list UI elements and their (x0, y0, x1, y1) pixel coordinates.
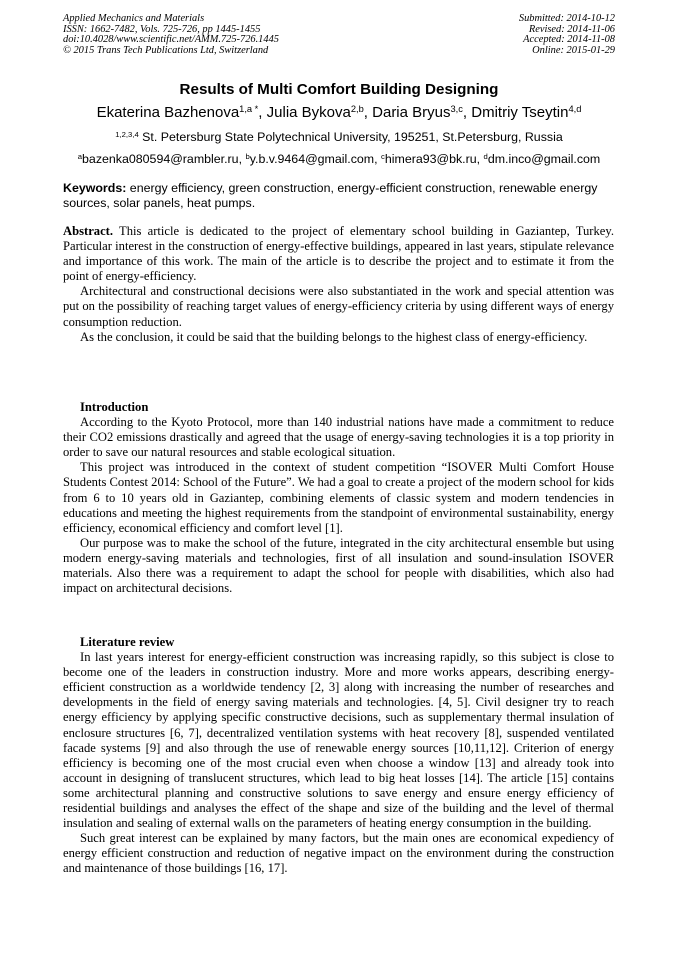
email-sep: , (476, 152, 484, 166)
author-sup: 3,c (450, 103, 463, 114)
abstract-section (63, 224, 614, 345)
author-sup: 2,b (350, 103, 364, 114)
email-sep: , (238, 152, 246, 166)
online-date: Online: 2015-01-29 (532, 44, 615, 56)
abstract-text: This article is dedicated to the project of elementary school building in Gaziantep, Turkey. Particular interest in the construction of energy-effective buildings, appeared in last years, stipulate relevance and importance of this work. The main of the article is to describe the project and to estimate it from the point of energy-efficiency. (63, 224, 614, 284)
abstract-paragraph (63, 224, 614, 284)
journal-header-left (63, 14, 279, 56)
email-sup: c (381, 151, 385, 161)
email-address[interactable]: y.b.v.9464@gmail.com (249, 152, 375, 166)
keywords-label: Keywords: (63, 181, 127, 195)
body-paragraph: Our purpose was to make the school of the future, integrated in the city architectural ensemble but using modern energy-saving materials and technologies, first of all insulation and sound-insulation ISOVER materials. Also there was a requirement to adapt the school for people with disabilities, which also had impact on architectural decisions. (63, 535, 614, 596)
email-list (0, 152, 678, 166)
journal-name: Applied Mechanics and Materials (63, 13, 205, 24)
author-name: Dmitriy Tseytin (471, 104, 569, 121)
revised-date: Revised: 2014-11-06 (528, 23, 615, 35)
doi-line: doi:10.4028/www.scientific.net/AMM.725-726.1445 (63, 34, 279, 46)
keywords-text: energy efficiency, green construction, energy-efficient construction, renewable energy sources, solar panels, heat pumps. (63, 181, 598, 210)
author-name: Daria Bryus (372, 104, 451, 121)
email-address[interactable]: dm.inco@gmail.com (487, 152, 601, 166)
email-sup: a (77, 151, 83, 161)
section-heading: Literature review (80, 635, 175, 649)
affiliation-text: St. Petersburg State Polytechnical University, 195251, St.Petersburg, Russia (138, 130, 563, 144)
author-sep: , (462, 104, 472, 121)
email-address[interactable]: bazenka080594@rambler.ru (82, 152, 239, 166)
author-list (0, 104, 678, 121)
author-sup: 1,a * (239, 103, 259, 114)
author-name: Julia Bykova (266, 104, 351, 121)
copyright-line: © 2015 Trans Tech Publications Ltd, Switzerland (63, 44, 269, 56)
email-address[interactable]: himera93@bk.ru (384, 152, 477, 166)
issn-line: ISSN: 1662-7482, Vols. 725-726, pp 1445-1455 (63, 23, 261, 35)
author-sep: , (258, 104, 267, 121)
introduction-section (63, 400, 614, 596)
abstract-label: Abstract. (63, 224, 114, 238)
email-sep: , (374, 152, 382, 166)
author-name: Ekaterina Bazhenova (96, 104, 240, 121)
affiliation-sup: 1,2,3,4 (115, 129, 139, 139)
body-paragraph: In last years interest for energy-efficient construction was increasing rapidly, so this subject is close to become one of the leaders in construction industry. More and more works appears, describing energy-efficient construction as a worldwide tendency [2, 3] along with increasing the number of researches and developments in the field of energy saving materials and technologies. [4, 5]. Civil designer try to reach energy efficiency by applying specific constructive decisions, such as supplementary thermal insulation of enclosure structures [6, 7], decentralized ventilation systems with heat recovery [8], suspended ventilated facade systems [9] and also through the use of renewable energy sources [10,11,12]. Criterion of energy efficiency is becoming one of the most crucial even when choose a window [13] and already took into account in designing of translucent structures, which lead to big heat losses [14]. The article [15] contains some architectural planning and constructive solutions to save energy and ensure energy efficiency of residential buildings and analyses the effect of the shape and size of the building and the level of thermal insulation and sealing of external walls on the parameters of heating energy consumption in the building. (63, 650, 614, 831)
body-paragraph: This project was introduced in the context of student competition “ISOVER Multi Comfort House Students Contest 2014: School of the Future”. We had a goal to create a project of the modern school for kids from 6 to 10 years old in Gaziantep, combining elements of classic system and modern tendencies in educations and meeting the highest requirements from the standpoint of environmental sustainability, energy efficiency, economical efficiency and comfort level [1]. (63, 460, 615, 535)
keywords (63, 181, 614, 211)
submitted-date: Submitted: 2014-10-12 (518, 13, 615, 24)
email-sup: b (245, 151, 250, 161)
paper-title: Results of Multi Comfort Building Designing (179, 81, 499, 98)
literature-review-section (63, 635, 614, 877)
abstract-paragraph: As the conclusion, it could be said that the building belongs to the highest class of energy-efficiency. (80, 329, 588, 344)
body-paragraph: According to the Kyoto Protocol, more than 140 industrial nations have made a commitment to reduce their CO2 emissions drastically and agreed that the usage of energy-saving technologies it is a top priority in order to save our natural resources and stable ecological situation. (63, 415, 614, 460)
affiliation (0, 130, 678, 144)
author-sep: , (363, 104, 373, 121)
body-paragraph: Such great interest can be explained by many factors, but the main ones are economical expediency of energy efficient construction and reduction of negative impact on the environment during the construction and maintenance of those buildings [16, 17]. (63, 831, 614, 876)
accepted-date: Accepted: 2014-11-08 (523, 34, 615, 46)
email-sup: d (483, 151, 488, 161)
author-sup: 4,d (568, 103, 582, 114)
abstract-paragraph: Architectural and constructional decisions were also substantiated in the work and special attention was put on the possibility of reaching target values of energy-efficiency criteria by using different ways of energy consumption reduction. (63, 284, 614, 329)
journal-header-right (519, 14, 615, 56)
section-heading: Introduction (80, 400, 149, 414)
